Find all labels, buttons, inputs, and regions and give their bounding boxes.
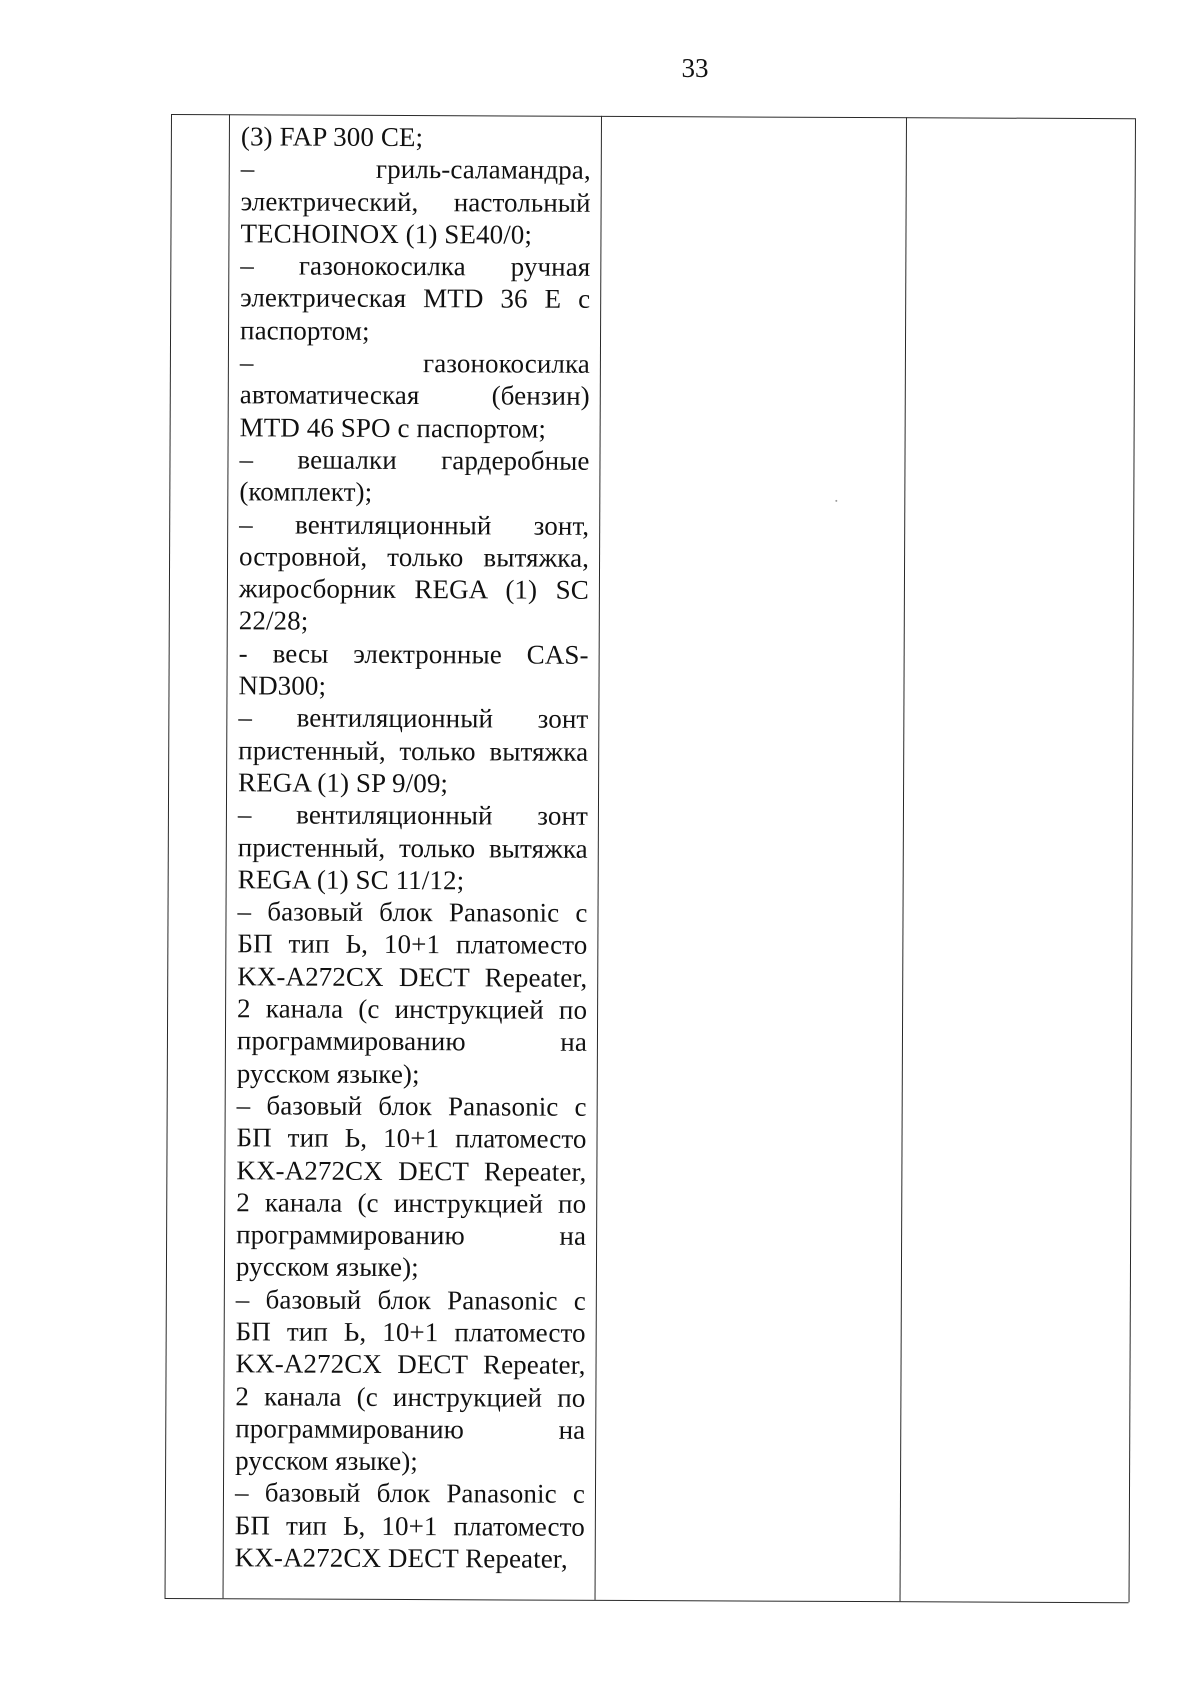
table-left-border [165, 114, 172, 1598]
list-item: – гриль-саламандра, электрический, настольный TECHOINOX (1) SE40/0; [240, 153, 591, 250]
page-number: 33 [681, 53, 709, 83]
list-item: (3) FAP 300 CE; [240, 121, 424, 153]
equipment-table [165, 114, 1135, 1602]
equipment-list-cell [235, 120, 591, 1575]
list-item: – газонокосилка ручная электрическая MTD 36 E с паспортом; [239, 250, 591, 346]
table-bottom-border [165, 1598, 1129, 1603]
list-item: – вентиляционный зонт пристенный, только вытяжка REGA (1) SP 9/09; [238, 702, 589, 799]
table-top-border [171, 114, 1135, 119]
column-divider-1 [223, 114, 230, 1598]
list-item: – базовый блок Panasonic с БП тип Ь, 10+1 платоместо KX-A272CX DECT Repeater, [234, 1477, 586, 1574]
list-item: – вешалки гардеробные (комплект); [239, 444, 590, 508]
list-item: – базовый блок Panasonic с БП тип Ь, 10+1 платоместо KX-A272CX DECT Repeater, 2 канала (с инструкцией по программированию на русском языке); [235, 1283, 586, 1477]
list-item: – базовый блок Panasonic с БП тип Ь, 10+1 платоместо KX-A272CX DECT Repeater, 2 канала (с инструкцией по программированию на русском языке); [236, 896, 588, 1089]
list-item: – вентиляционный зонт, островной, только вытяжка, жиросборник REGA (1) SC 22/28; [238, 508, 590, 637]
list-item: – вентиляционный зонт пристенный, только вытяжка REGA (1) SC 11/12; [237, 799, 589, 896]
table-right-border [1129, 118, 1136, 1602]
list-item: - весы электронные CAS-ND300; [238, 638, 589, 701]
column-divider-2 [595, 116, 602, 1600]
scan-speck [835, 500, 837, 502]
list-item: – газонокосилка автоматическая (бензин) MTD 46 SPO с паспортом; [239, 347, 590, 444]
list-item: – базовый блок Panasonic с БП тип Ь, 10+1 платоместо KX-A272CX DECT Repeater, 2 канала (с инструкцией по программированию на русском языке); [235, 1090, 587, 1283]
column-divider-3 [900, 117, 907, 1601]
